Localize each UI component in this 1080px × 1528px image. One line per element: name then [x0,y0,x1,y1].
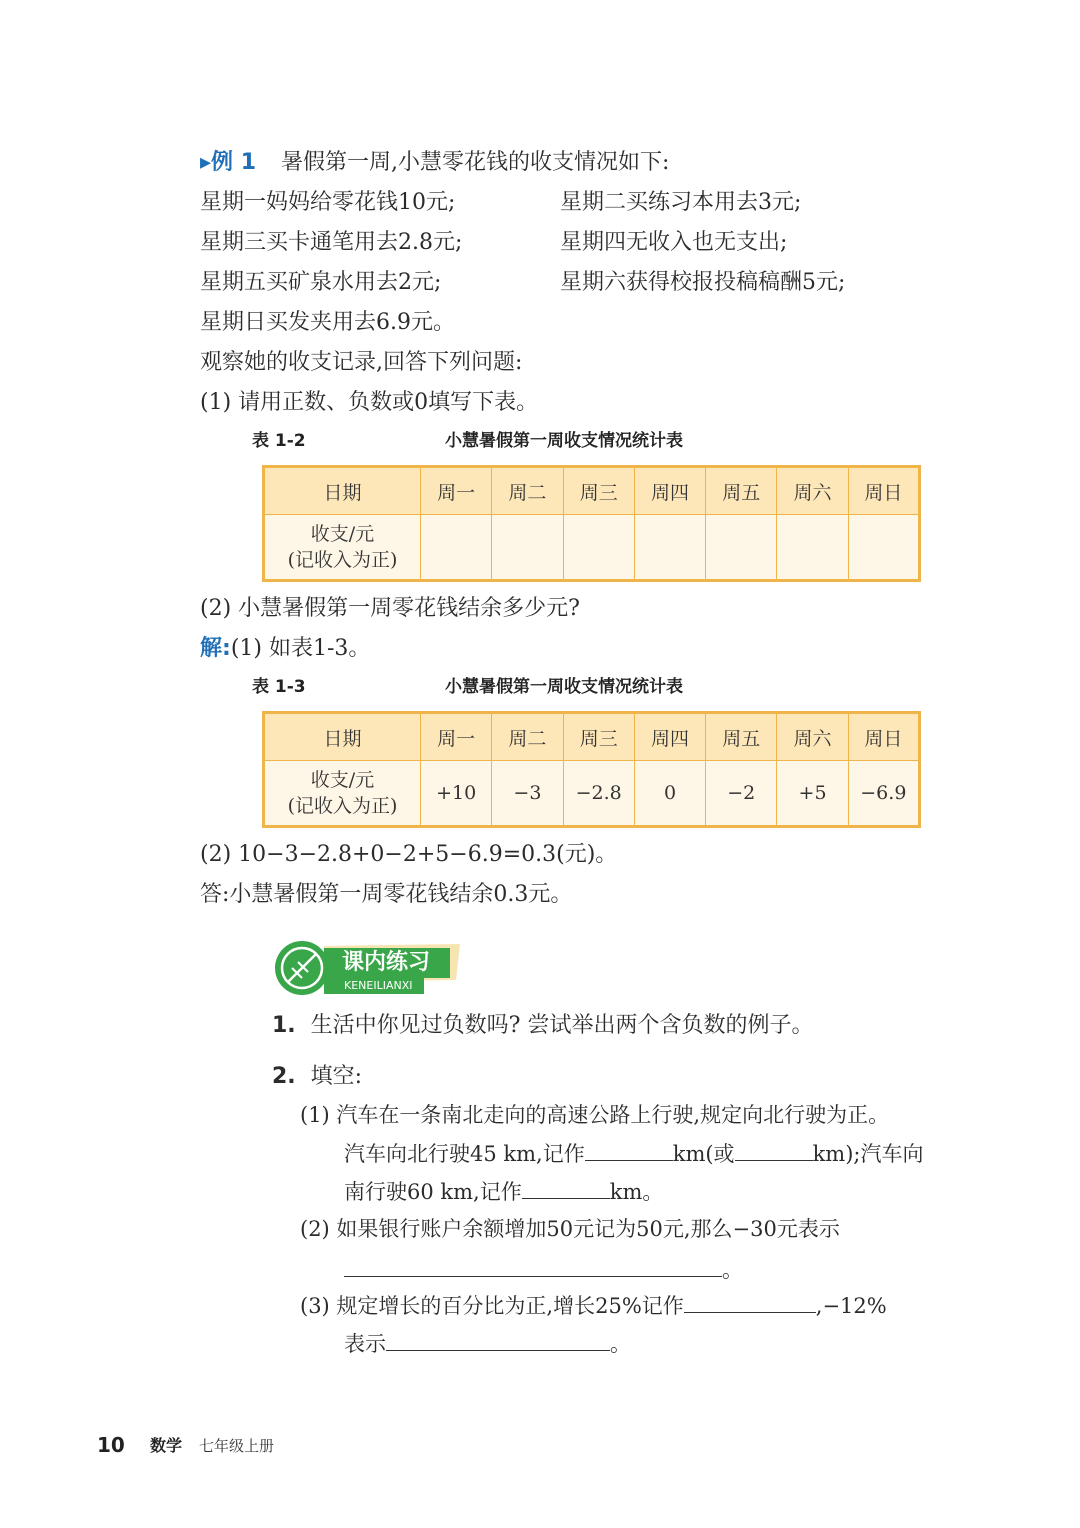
table-header-cell: 周二 [492,467,563,515]
fill-text: (3) 规定增长的百分比为正,增长25%记作 [300,1294,684,1318]
table-value-cell: −2.8 [563,761,634,827]
table-header-cell: 周三 [563,713,634,761]
table1-value-row [264,515,920,581]
row-label-cell [264,515,421,581]
fill-text: ,−12% [815,1294,887,1318]
fill-text: km);汽车向 [812,1142,924,1166]
fill-text: 。 [722,1258,743,1282]
fill-text: 。 [610,1332,631,1356]
table-header-cell: 日期 [264,713,421,761]
practice-q2-number: 2. [272,1064,296,1089]
table1 [262,465,921,582]
table2-number: 表 1-3 [252,677,306,697]
table-value-cell: −3 [492,761,563,827]
fill-text: km(或 [672,1142,735,1166]
table-value-cell [492,515,563,581]
table-header-cell: 周五 [706,467,777,515]
question-1: (1) 请用正数、负数或0填写下表。 [200,390,539,415]
table-value-cell [421,515,492,581]
question-2: (2) 小慧暑假第一周零花钱结余多少元? [200,596,580,621]
footer-subject: 数学 [150,1436,183,1455]
table-header-cell: 周四 [634,713,705,761]
practice-title: 课内练习 [342,950,431,975]
practice-sub1-line-a: (1) 汽车在一条南北走向的高速公路上行驶,规定向北行驶为正。 [300,1103,890,1127]
practice-sub1-line-b [344,1138,923,1169]
table-header-cell: 周二 [492,713,563,761]
practice-q1-text: 生活中你见过负数吗? 尝试举出两个含负数的例子。 [310,1013,814,1038]
example-intro: 暑假第一周,小慧零花钱的收支情况如下: [281,150,670,175]
table-header-cell: 周四 [634,467,705,515]
table1-title: 小慧暑假第一周收支情况统计表 [445,431,683,451]
fill-blank[interactable] [522,1176,610,1199]
solution-step-2: (2) 10−3−2.8+0−2+5−6.9=0.3(元)。 [200,842,618,867]
practice-sub3-line-b [344,1328,631,1359]
fill-text: km。 [609,1180,664,1204]
table-header-cell: 周日 [848,713,919,761]
solution-label: 解: [200,636,231,661]
fill-text: 汽车向北行驶45 km,记作 [344,1142,585,1166]
fill-blank[interactable] [585,1138,673,1161]
table1-number: 表 1-2 [252,431,306,451]
table-value-cell [848,515,919,581]
practice-banner [272,940,462,998]
table-value-cell [563,515,634,581]
practice-sub3-line-a [300,1290,887,1321]
example-line: 星期日买发夹用去6.9元。 [200,310,455,335]
fill-blank[interactable] [684,1290,816,1313]
table-header-cell: 日期 [264,467,421,515]
table-header-cell: 周六 [777,713,848,761]
row-label: 收支/元 [310,523,375,545]
practice-q1-number: 1. [272,1013,296,1038]
table-header-cell: 周日 [848,467,919,515]
example-line: 星期三买卡通笔用去2.8元; [200,230,463,255]
table2-title: 小慧暑假第一周收支情况统计表 [445,677,683,697]
example-line: 星期四无收入也无支出; [560,230,788,255]
practice-q2-text: 填空: [310,1064,363,1089]
row-label-note: (记收入为正) [287,549,398,571]
table1-header-row [264,467,920,515]
example-line: 星期六获得校报投稿稿酬5元; [560,270,846,295]
table-value-cell: 0 [634,761,705,827]
fill-text: 表示 [344,1332,386,1356]
solution-step-1: (1) 如表1-3。 [230,636,371,661]
example-label: ▸例 1 [200,150,257,175]
row-label-cell [264,761,421,827]
table-value-cell [634,515,705,581]
fill-blank[interactable] [344,1254,722,1277]
practice-sub2-line-b [344,1254,743,1285]
footer-grade: 七年级上册 [199,1437,275,1455]
row-label: 收支/元 [310,769,375,791]
fill-blank[interactable] [386,1328,610,1351]
table2-value-row [264,761,920,827]
example-heading [200,148,669,178]
example-line: 星期一妈妈给零花钱10元; [200,190,456,215]
observe-text: 观察她的收支记录,回答下列问题: [200,350,523,375]
table-value-cell: −2 [706,761,777,827]
example-line: 星期五买矿泉水用去2元; [200,270,442,295]
table-header-cell: 周一 [421,467,492,515]
table-value-cell: +5 [777,761,848,827]
practice-q2 [272,1062,362,1092]
table-header-cell: 周三 [563,467,634,515]
table2 [262,711,921,828]
solution-answer: 答:小慧暑假第一周零花钱结余0.3元。 [200,882,573,907]
practice-sub2-line-a: (2) 如果银行账户余额增加50元记为50元,那么−30元表示 [300,1217,840,1241]
table-header-cell: 周五 [706,713,777,761]
table2-header-row [264,713,920,761]
page-number: 10 [97,1433,125,1457]
practice-subtitle: KENEILIANXI [344,979,413,992]
table-value-cell: −6.9 [848,761,919,827]
table-header-cell: 周六 [777,467,848,515]
fill-text: 南行驶60 km,记作 [344,1180,522,1204]
row-label-note: (记收入为正) [287,795,398,817]
practice-q1 [272,1011,813,1041]
table-header-cell: 周一 [421,713,492,761]
table-value-cell [706,515,777,581]
practice-sub1-line-c [344,1176,663,1207]
fill-blank[interactable] [735,1138,813,1161]
solution-line [200,634,370,664]
table-value-cell [777,515,848,581]
table-value-cell: +10 [421,761,492,827]
example-line: 星期二买练习本用去3元; [560,190,802,215]
